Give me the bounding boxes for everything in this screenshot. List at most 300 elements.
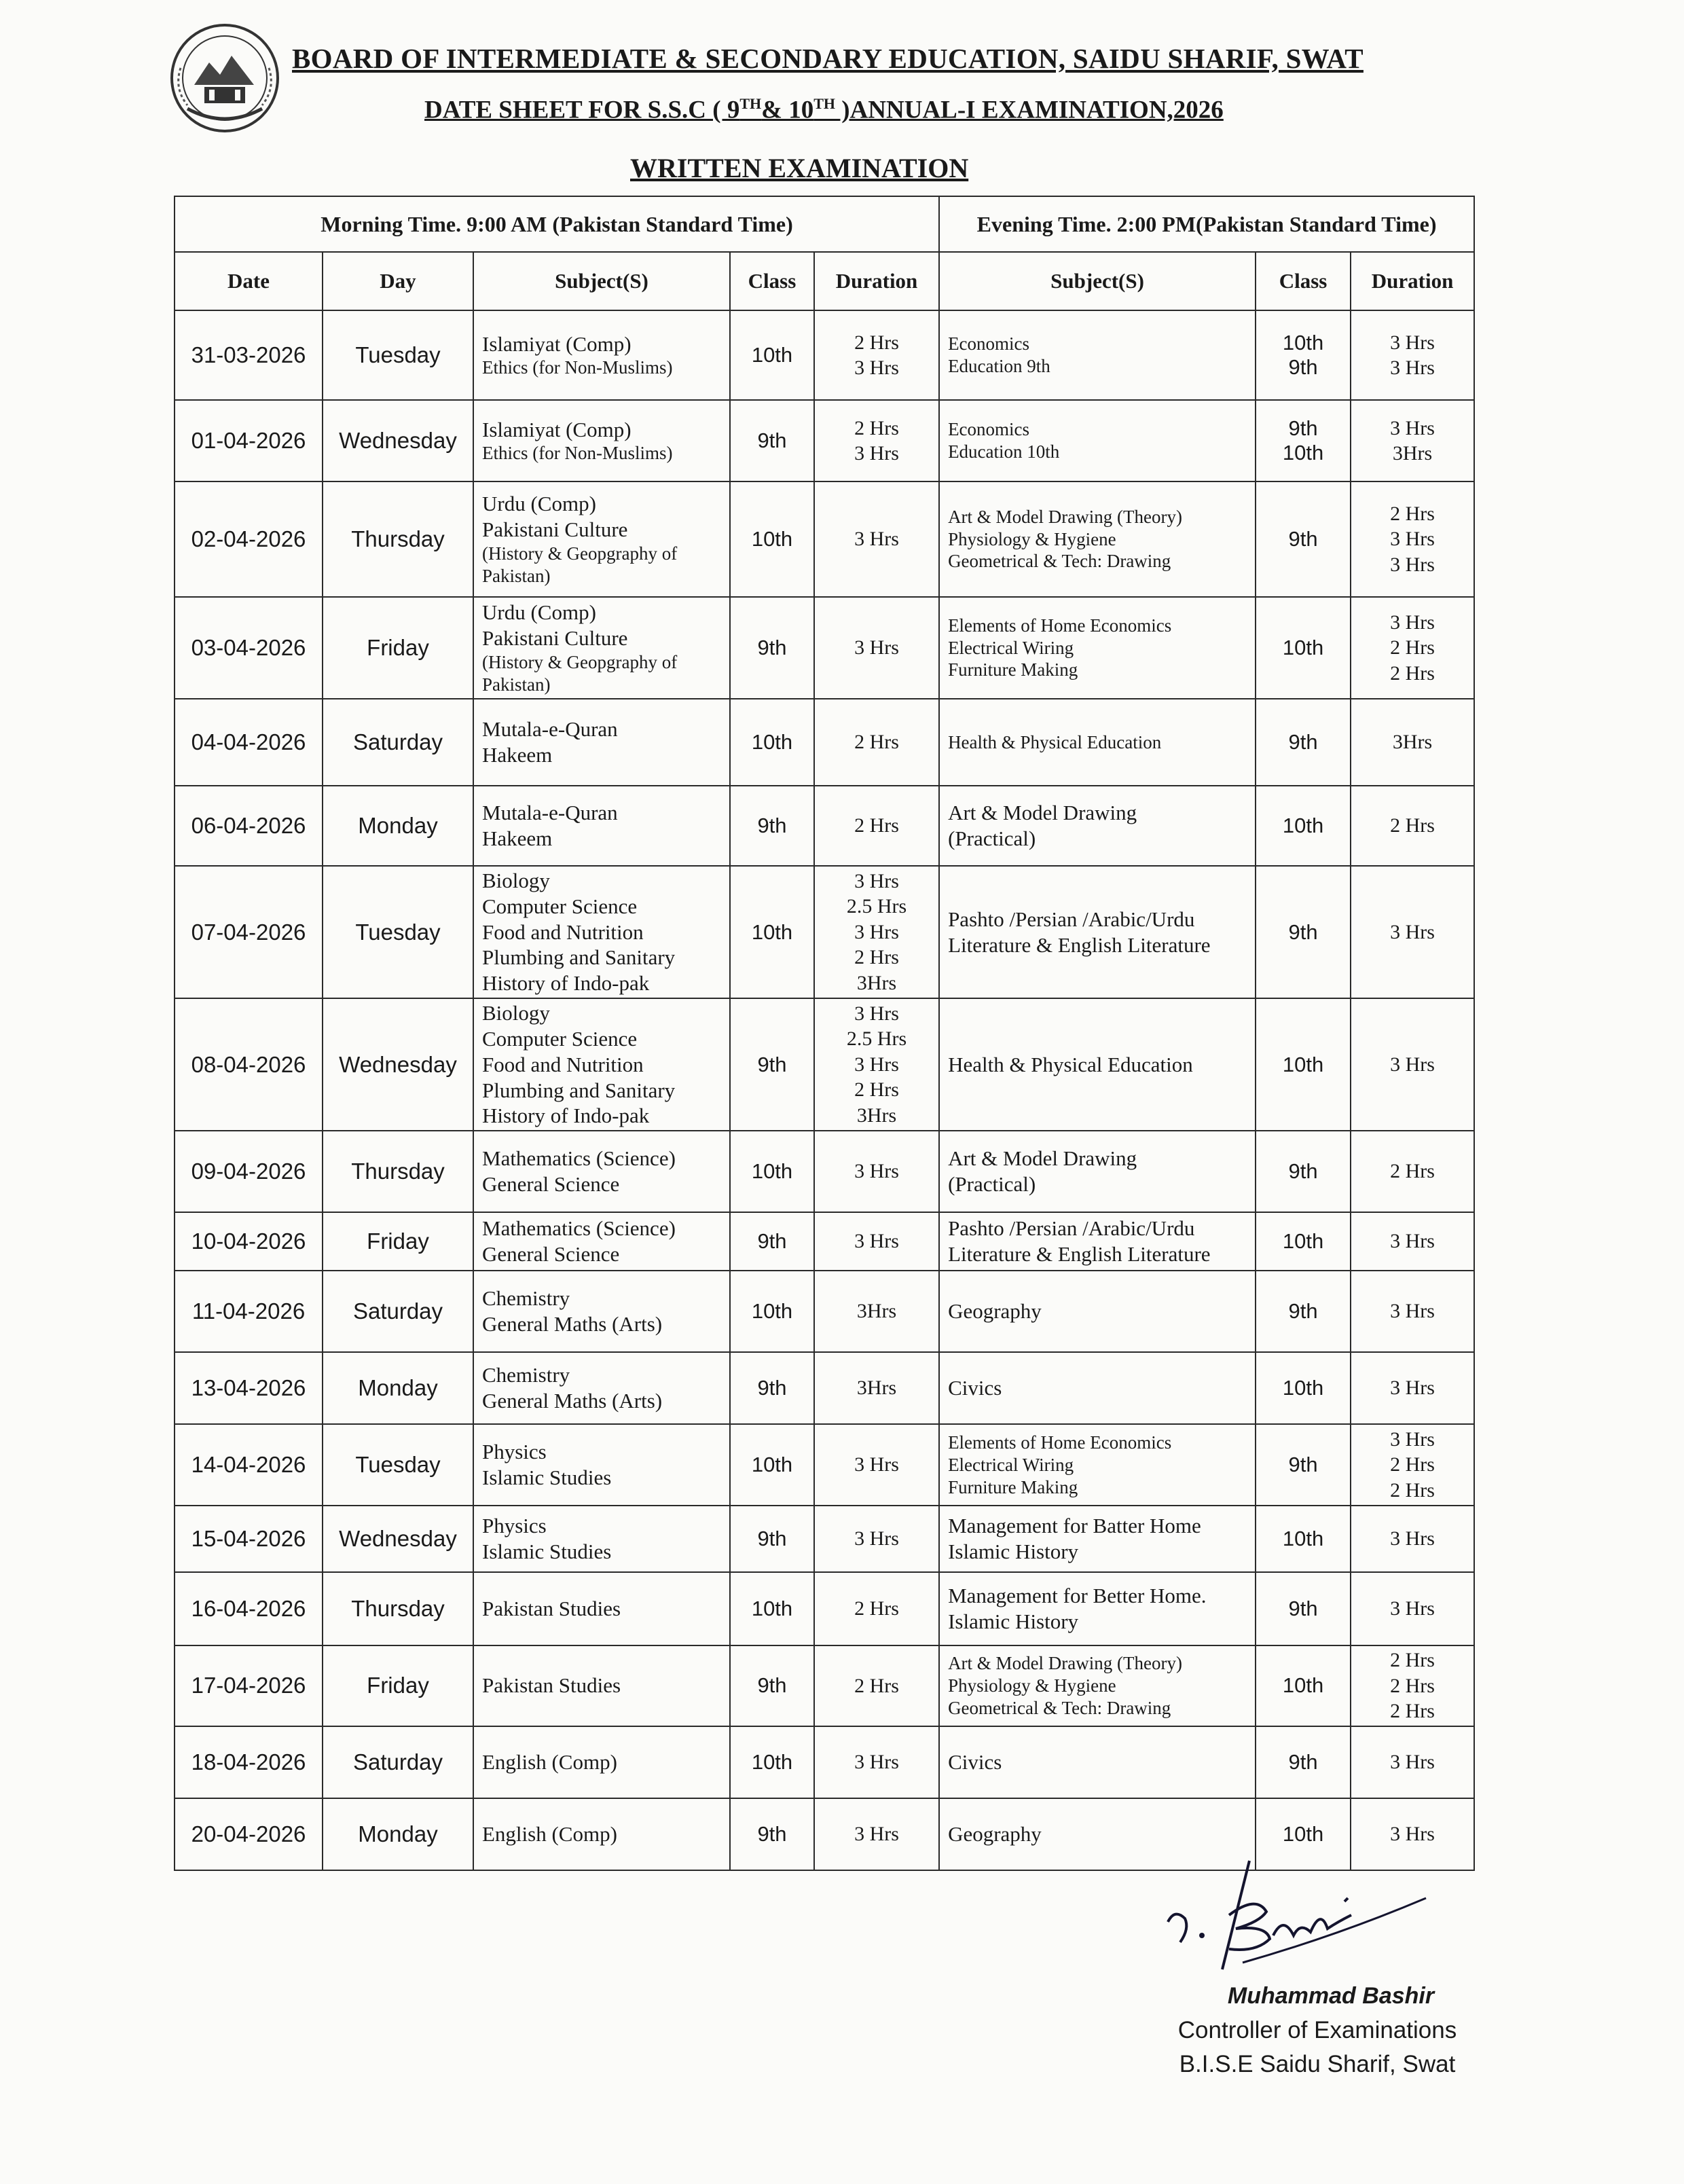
- evening-class-line: 9th: [1288, 1597, 1318, 1621]
- evening-duration: [1351, 1645, 1474, 1726]
- evening-subject: Economics: [948, 419, 1030, 440]
- evening-subject: Civics: [948, 1749, 1002, 1774]
- evening-duration-line: 3 Hrs: [1390, 331, 1435, 354]
- schedule-row: [175, 481, 1474, 597]
- evening-duration: [1351, 998, 1474, 1131]
- morning-duration-line: 3 Hrs: [854, 920, 899, 943]
- evening-duration-line: 3 Hrs: [1390, 611, 1435, 634]
- evening-class-line: 10th: [1282, 441, 1324, 465]
- exam-day: Thursday: [323, 1572, 473, 1645]
- evening-subject: Electrical Wiring: [948, 1454, 1074, 1475]
- morning-subject: Chemistry: [482, 1363, 570, 1387]
- morning-duration-line: 3 Hrs: [854, 1527, 899, 1550]
- evening-subject: Economics: [948, 333, 1030, 354]
- evening-class-line: 9th: [1288, 920, 1318, 944]
- signatory-organization: B.I.S.E Saidu Sharif, Swat: [1179, 2051, 1456, 2077]
- board-name: BOARD OF INTERMEDIATE & SECONDARY EDUCATION, SAIDU SHARIF, SWAT: [292, 43, 1363, 74]
- schedule-row: [175, 1131, 1474, 1212]
- exam-date: 15-04-2026: [175, 1506, 323, 1572]
- evening-subjects: [939, 1212, 1256, 1271]
- exam-day: Tuesday: [323, 1424, 473, 1506]
- datesheet-table: [174, 196, 1475, 1871]
- schedule-row: [175, 1212, 1474, 1271]
- exam-date: 11-04-2026: [175, 1271, 323, 1352]
- evening-subject: Geography: [948, 1299, 1042, 1324]
- exam-date: 09-04-2026: [175, 1131, 323, 1212]
- evening-subjects: [939, 1271, 1256, 1352]
- morning-class: 10th: [730, 866, 814, 998]
- morning-class: 10th: [730, 310, 814, 400]
- evening-duration-line: 2 Hrs: [1390, 636, 1435, 659]
- evening-class-line: 10th: [1282, 1821, 1324, 1846]
- section-title: WRITTEN EXAMINATION: [630, 153, 969, 183]
- exam-day: Monday: [323, 1352, 473, 1424]
- morning-subject: Mathematics (Science): [482, 1216, 676, 1241]
- exam-date: 07-04-2026: [175, 866, 323, 998]
- evening-duration-line: 3 Hrs: [1390, 1053, 1435, 1076]
- morning-subject: Ethics (for Non-Muslims): [482, 357, 673, 378]
- morning-class: 9th: [730, 400, 814, 481]
- col-morning-duration-header: Duration: [814, 252, 939, 310]
- morning-subjects: [473, 866, 730, 998]
- morning-duration: [814, 1271, 939, 1352]
- evening-class-line: 9th: [1288, 1159, 1318, 1184]
- evening-subject: Geography: [948, 1821, 1042, 1846]
- morning-duration-line: 3 Hrs: [854, 357, 899, 379]
- evening-class-line: 10th: [1282, 331, 1324, 354]
- evening-class-line: 10th: [1282, 1229, 1324, 1254]
- morning-class: 10th: [730, 1424, 814, 1506]
- evening-duration-line: 3 Hrs: [1390, 920, 1435, 943]
- evening-class: [1256, 1212, 1351, 1271]
- morning-duration-line: 3 Hrs: [854, 442, 899, 465]
- morning-class: 10th: [730, 481, 814, 597]
- evening-subject: Furniture Making: [948, 659, 1078, 680]
- morning-subject: Islamic Studies: [482, 1540, 612, 1564]
- exam-date: 10-04-2026: [175, 1212, 323, 1271]
- morning-subject: General Science: [482, 1242, 620, 1267]
- signatory-name: Muhammad Bashir: [1227, 1983, 1435, 2009]
- evening-subject: Furniture Making: [948, 1476, 1078, 1497]
- morning-subjects: [473, 400, 730, 481]
- evening-class-line: 9th: [1288, 527, 1318, 551]
- exam-day: Wednesday: [323, 400, 473, 481]
- morning-subject: Mathematics (Science): [482, 1146, 676, 1171]
- morning-subject: Urdu (Comp): [482, 492, 596, 516]
- morning-subject: Pakistan Studies: [482, 1597, 621, 1621]
- morning-class: 10th: [730, 1726, 814, 1798]
- signatory-role: Controller of Examinations: [1177, 2017, 1457, 2043]
- evening-duration-line: 3 Hrs: [1390, 1230, 1435, 1253]
- datesheet-title-prefix: DATE SHEET FOR S.S.C ( 9: [424, 96, 740, 124]
- datesheet-title-sup2: TH: [813, 95, 835, 112]
- exam-day: Friday: [323, 597, 473, 699]
- morning-session-header: Morning Time. 9:00 AM (Pakistan Standard Time): [175, 196, 939, 252]
- schedule-row: [175, 1726, 1474, 1798]
- morning-class: 10th: [730, 1131, 814, 1212]
- schedule-row: [175, 1271, 1474, 1352]
- evening-duration: [1351, 1271, 1474, 1352]
- evening-duration-line: 3 Hrs: [1390, 357, 1435, 379]
- morning-class: 9th: [730, 786, 814, 866]
- evening-class-line: 10th: [1282, 1376, 1324, 1400]
- morning-subject: Biology: [482, 1001, 550, 1025]
- evening-duration: [1351, 1352, 1474, 1424]
- morning-duration-line: 2 Hrs: [854, 731, 899, 754]
- exam-date: 20-04-2026: [175, 1798, 323, 1870]
- schedule-row: [175, 1572, 1474, 1645]
- morning-subjects: [473, 310, 730, 400]
- morning-duration: [814, 1798, 939, 1870]
- evening-subject: Management for Batter Home: [948, 1514, 1201, 1538]
- evening-subject: Physiology & Hygiene: [948, 1675, 1116, 1696]
- evening-duration: [1351, 1506, 1474, 1572]
- evening-duration-line: 3 Hrs: [1390, 1597, 1435, 1620]
- morning-duration-line: 2 Hrs: [854, 814, 899, 837]
- evening-duration: [1351, 699, 1474, 786]
- evening-subject: Education 9th: [948, 356, 1050, 376]
- schedule-row: [175, 699, 1474, 786]
- morning-subject: General Maths (Arts): [482, 1389, 663, 1413]
- evening-subject: (Practical): [948, 1172, 1036, 1197]
- morning-duration-line: 2 Hrs: [854, 1597, 899, 1620]
- evening-class: [1256, 1271, 1351, 1352]
- morning-class: 10th: [730, 1572, 814, 1645]
- evening-class-line: 10th: [1282, 636, 1324, 659]
- morning-duration-line: 3 Hrs: [854, 636, 899, 659]
- evening-class: [1256, 1131, 1351, 1212]
- morning-subjects: [473, 1352, 730, 1424]
- morning-subject: Pakistani Culture: [482, 517, 628, 542]
- evening-subjects: [939, 1424, 1256, 1506]
- evening-class-line: 10th: [1282, 1052, 1324, 1076]
- evening-duration-line: 2 Hrs: [1390, 1453, 1435, 1476]
- morning-duration: [814, 1212, 939, 1271]
- morning-duration: [814, 786, 939, 866]
- evening-subjects: [939, 699, 1256, 786]
- morning-subject: Chemistry: [482, 1286, 570, 1311]
- evening-subject: Art & Model Drawing (Theory): [948, 506, 1182, 527]
- evening-duration-line: 3 Hrs: [1390, 528, 1435, 551]
- evening-subject: Literature & English Literature: [948, 1242, 1211, 1267]
- evening-class: [1256, 1645, 1351, 1726]
- evening-subject: Civics: [948, 1376, 1002, 1400]
- morning-duration-line: 3Hrs: [856, 1377, 897, 1400]
- evening-duration-line: 2 Hrs: [1390, 1674, 1435, 1697]
- schedule-row: [175, 597, 1474, 699]
- evening-subjects: [939, 786, 1256, 866]
- morning-subject: Hakeem: [482, 743, 553, 767]
- evening-class: [1256, 1352, 1351, 1424]
- morning-duration-line: 2 Hrs: [854, 946, 899, 969]
- evening-duration-line: 3 Hrs: [1390, 1822, 1435, 1845]
- morning-duration-line: 3Hrs: [856, 971, 897, 994]
- evening-subject: Geometrical & Tech: Drawing: [948, 1697, 1171, 1718]
- schedule-row: [175, 998, 1474, 1131]
- morning-subject: Hakeem: [482, 826, 553, 850]
- morning-subject: Biology: [482, 869, 550, 892]
- morning-subject: Plumbing and Sanitary: [482, 1078, 676, 1102]
- morning-subject: Pakistani Culture: [482, 626, 628, 651]
- evening-subjects: [939, 998, 1256, 1131]
- evening-subject: Islamic History: [948, 1609, 1079, 1634]
- datesheet-title: [424, 95, 1307, 124]
- evening-subject: Pashto /Persian /Arabic/Urdu: [948, 1216, 1195, 1241]
- evening-subjects: [939, 400, 1256, 481]
- morning-duration: [814, 998, 939, 1131]
- morning-subject: Computer Science: [482, 894, 638, 918]
- exam-date: 01-04-2026: [175, 400, 323, 481]
- schedule-row: [175, 1352, 1474, 1424]
- evening-class: [1256, 866, 1351, 998]
- morning-subject: Islamic Studies: [482, 1466, 612, 1490]
- evening-class-line: 10th: [1282, 814, 1324, 837]
- evening-subjects: [939, 1645, 1256, 1726]
- schedule-body: [175, 310, 1474, 1870]
- evening-subject: Electrical Wiring: [948, 637, 1074, 658]
- evening-subject: Health & Physical Education: [948, 1052, 1193, 1076]
- exam-day: Monday: [323, 786, 473, 866]
- exam-date: 02-04-2026: [175, 481, 323, 597]
- morning-class: 9th: [730, 1212, 814, 1271]
- exam-date: 14-04-2026: [175, 1424, 323, 1506]
- morning-duration: [814, 400, 939, 481]
- exam-day: Saturday: [323, 699, 473, 786]
- morning-class: 9th: [730, 1352, 814, 1424]
- evening-duration: [1351, 1131, 1474, 1212]
- col-evening-duration-header: Duration: [1351, 252, 1474, 310]
- morning-subjects: [473, 1506, 730, 1572]
- morning-subject: Urdu (Comp): [482, 600, 596, 625]
- morning-subject: Food and Nutrition: [482, 1052, 644, 1076]
- morning-subjects: [473, 1572, 730, 1645]
- evening-duration-line: 3 Hrs: [1390, 553, 1435, 576]
- evening-subject: Art & Model Drawing (Theory): [948, 1652, 1182, 1673]
- exam-day: Thursday: [323, 1131, 473, 1212]
- exam-day: Saturday: [323, 1726, 473, 1798]
- evening-subject: Elements of Home Economics: [948, 1432, 1172, 1453]
- evening-duration-line: 2 Hrs: [1390, 661, 1435, 685]
- schedule-row: [175, 310, 1474, 400]
- exam-day: Wednesday: [323, 998, 473, 1131]
- morning-subjects: [473, 998, 730, 1131]
- morning-subject: General Science: [482, 1172, 620, 1197]
- morning-subject: General Maths (Arts): [482, 1312, 663, 1336]
- evening-duration-line: 3 Hrs: [1390, 416, 1435, 439]
- morning-class: 9th: [730, 1798, 814, 1870]
- morning-subjects: [473, 786, 730, 866]
- morning-subject: Pakistan Studies: [482, 1673, 621, 1698]
- morning-subjects: [473, 1424, 730, 1506]
- morning-class: 10th: [730, 699, 814, 786]
- morning-subjects: [473, 1212, 730, 1271]
- morning-duration-line: 2 Hrs: [854, 1078, 899, 1102]
- exam-day: Friday: [323, 1212, 473, 1271]
- morning-subjects: [473, 1645, 730, 1726]
- evening-duration-line: 3 Hrs: [1390, 1527, 1435, 1550]
- morning-duration: [814, 1131, 939, 1212]
- evening-class-line: 9th: [1288, 416, 1318, 440]
- evening-duration-line: 3 Hrs: [1390, 1750, 1435, 1773]
- morning-class: 9th: [730, 998, 814, 1131]
- evening-duration: [1351, 1572, 1474, 1645]
- evening-subject: Education 10th: [948, 441, 1060, 462]
- evening-class-line: 9th: [1288, 355, 1318, 379]
- evening-duration-line: 3Hrs: [1392, 442, 1433, 465]
- evening-class-line: 9th: [1288, 1749, 1318, 1774]
- evening-duration-line: 2 Hrs: [1390, 1478, 1435, 1502]
- morning-subjects: [473, 699, 730, 786]
- evening-class-line: 9th: [1288, 730, 1318, 754]
- evening-subject: Literature & English Literature: [948, 932, 1211, 957]
- evening-duration-line: 2 Hrs: [1390, 1160, 1435, 1183]
- morning-subject: Plumbing and Sanitary: [482, 945, 676, 970]
- evening-class: [1256, 481, 1351, 597]
- exam-date: 06-04-2026: [175, 786, 323, 866]
- evening-subjects: [939, 1131, 1256, 1212]
- evening-duration: [1351, 597, 1474, 699]
- col-morning-class-header: Class: [730, 252, 814, 310]
- morning-duration-line: 3Hrs: [856, 1300, 897, 1323]
- morning-duration-line: 3 Hrs: [854, 1230, 899, 1253]
- evening-subjects: [939, 1506, 1256, 1572]
- evening-subjects: [939, 310, 1256, 400]
- evening-subject: Geometrical & Tech: Drawing: [948, 551, 1171, 572]
- evening-subjects: [939, 1352, 1256, 1424]
- morning-duration: [814, 1645, 939, 1726]
- exam-date: 31-03-2026: [175, 310, 323, 400]
- morning-subject: Physics: [482, 1440, 547, 1464]
- evening-duration-line: 3 Hrs: [1390, 1300, 1435, 1323]
- col-evening-class-header: Class: [1256, 252, 1351, 310]
- morning-duration-line: 3 Hrs: [854, 1160, 899, 1183]
- morning-duration-line: 3 Hrs: [854, 1750, 899, 1773]
- morning-subject: Islamiyat (Comp): [482, 331, 632, 356]
- morning-subject: History of Indo-pak: [482, 971, 650, 996]
- morning-duration: [814, 597, 939, 699]
- evening-class-line: 9th: [1288, 1299, 1318, 1324]
- evening-subjects: [939, 481, 1256, 597]
- morning-duration-line: 3 Hrs: [854, 1053, 899, 1076]
- evening-duration-line: 3 Hrs: [1390, 1427, 1435, 1451]
- schedule-row: [175, 786, 1474, 866]
- schedule-row: [175, 1424, 1474, 1506]
- morning-duration-line: 2.5 Hrs: [846, 1027, 907, 1051]
- exam-day: Monday: [323, 1798, 473, 1870]
- morning-duration-line: 3Hrs: [856, 1104, 897, 1127]
- evening-duration-line: 2 Hrs: [1390, 1649, 1435, 1672]
- evening-class: [1256, 699, 1351, 786]
- evening-duration: [1351, 786, 1474, 866]
- exam-date: 13-04-2026: [175, 1352, 323, 1424]
- exam-date: 16-04-2026: [175, 1572, 323, 1645]
- morning-subject: Islamiyat (Comp): [482, 417, 632, 441]
- morning-duration: [814, 310, 939, 400]
- morning-duration-line: 3 Hrs: [854, 869, 899, 892]
- evening-class-line: 10th: [1282, 1673, 1324, 1698]
- evening-class: [1256, 1572, 1351, 1645]
- evening-duration: [1351, 481, 1474, 597]
- morning-duration: [814, 1506, 939, 1572]
- morning-subjects: [473, 1271, 730, 1352]
- morning-subject: Physics: [482, 1514, 547, 1538]
- morning-duration: [814, 1726, 939, 1798]
- evening-duration-line: 2 Hrs: [1390, 1700, 1435, 1723]
- exam-date: 17-04-2026: [175, 1645, 323, 1726]
- exam-date: 04-04-2026: [175, 699, 323, 786]
- evening-duration: [1351, 310, 1474, 400]
- morning-class: 9th: [730, 597, 814, 699]
- evening-subjects: [939, 1726, 1256, 1798]
- evening-subjects: [939, 597, 1256, 699]
- morning-subject: Computer Science: [482, 1026, 638, 1051]
- col-morning-subject-header: Subject(S): [473, 252, 730, 310]
- exam-day: Friday: [323, 1645, 473, 1726]
- evening-class-line: 9th: [1288, 1453, 1318, 1477]
- evening-class: [1256, 1424, 1351, 1506]
- morning-subjects: [473, 481, 730, 597]
- col-day-header: Day: [323, 252, 473, 310]
- morning-subject: Mutala-e-Quran: [482, 717, 618, 742]
- evening-duration: [1351, 1424, 1474, 1506]
- col-evening-subject-header: Subject(S): [939, 252, 1256, 310]
- evening-subject: Elements of Home Economics: [948, 615, 1172, 636]
- morning-duration-line: 2.5 Hrs: [846, 895, 907, 918]
- morning-subject: History of Indo-pak: [482, 1104, 650, 1128]
- evening-duration-line: 2 Hrs: [1390, 814, 1435, 837]
- evening-class: [1256, 1506, 1351, 1572]
- exam-day: Thursday: [323, 481, 473, 597]
- evening-duration: [1351, 1726, 1474, 1798]
- morning-subject: English (Comp): [482, 1749, 617, 1774]
- morning-duration: [814, 699, 939, 786]
- morning-duration-line: 2 Hrs: [854, 1674, 899, 1697]
- morning-subjects: [473, 597, 730, 699]
- morning-duration: [814, 1352, 939, 1424]
- morning-duration-line: 3 Hrs: [854, 528, 899, 551]
- board-seal-icon: [167, 20, 282, 136]
- morning-subject: Food and Nutrition: [482, 920, 644, 944]
- morning-subjects: [473, 1131, 730, 1212]
- evening-class: [1256, 310, 1351, 400]
- exam-day: Tuesday: [323, 866, 473, 998]
- exam-date: 18-04-2026: [175, 1726, 323, 1798]
- exam-date: 03-04-2026: [175, 597, 323, 699]
- signature-mark: [1148, 1834, 1433, 1983]
- evening-class: [1256, 998, 1351, 1131]
- morning-subjects: [473, 1726, 730, 1798]
- morning-subject: Mutala-e-Quran: [482, 801, 618, 825]
- evening-duration: [1351, 866, 1474, 998]
- exam-day: Wednesday: [323, 1506, 473, 1572]
- exam-day: Saturday: [323, 1271, 473, 1352]
- col-date-header: Date: [175, 252, 323, 310]
- datesheet-title-sup1: TH: [739, 95, 762, 112]
- morning-duration: [814, 481, 939, 597]
- morning-duration: [814, 1424, 939, 1506]
- evening-subject: Management for Better Home.: [948, 1584, 1207, 1608]
- schedule-row: [175, 1506, 1474, 1572]
- evening-subject: Art & Model Drawing: [948, 1146, 1137, 1171]
- datesheet-title-mid: & 10: [761, 96, 814, 124]
- schedule-row: [175, 866, 1474, 998]
- evening-class: [1256, 1726, 1351, 1798]
- exam-date: 08-04-2026: [175, 998, 323, 1131]
- morning-class: 10th: [730, 1271, 814, 1352]
- evening-subjects: [939, 866, 1256, 998]
- evening-class-line: 10th: [1282, 1527, 1324, 1551]
- evening-duration-line: 2 Hrs: [1390, 502, 1435, 525]
